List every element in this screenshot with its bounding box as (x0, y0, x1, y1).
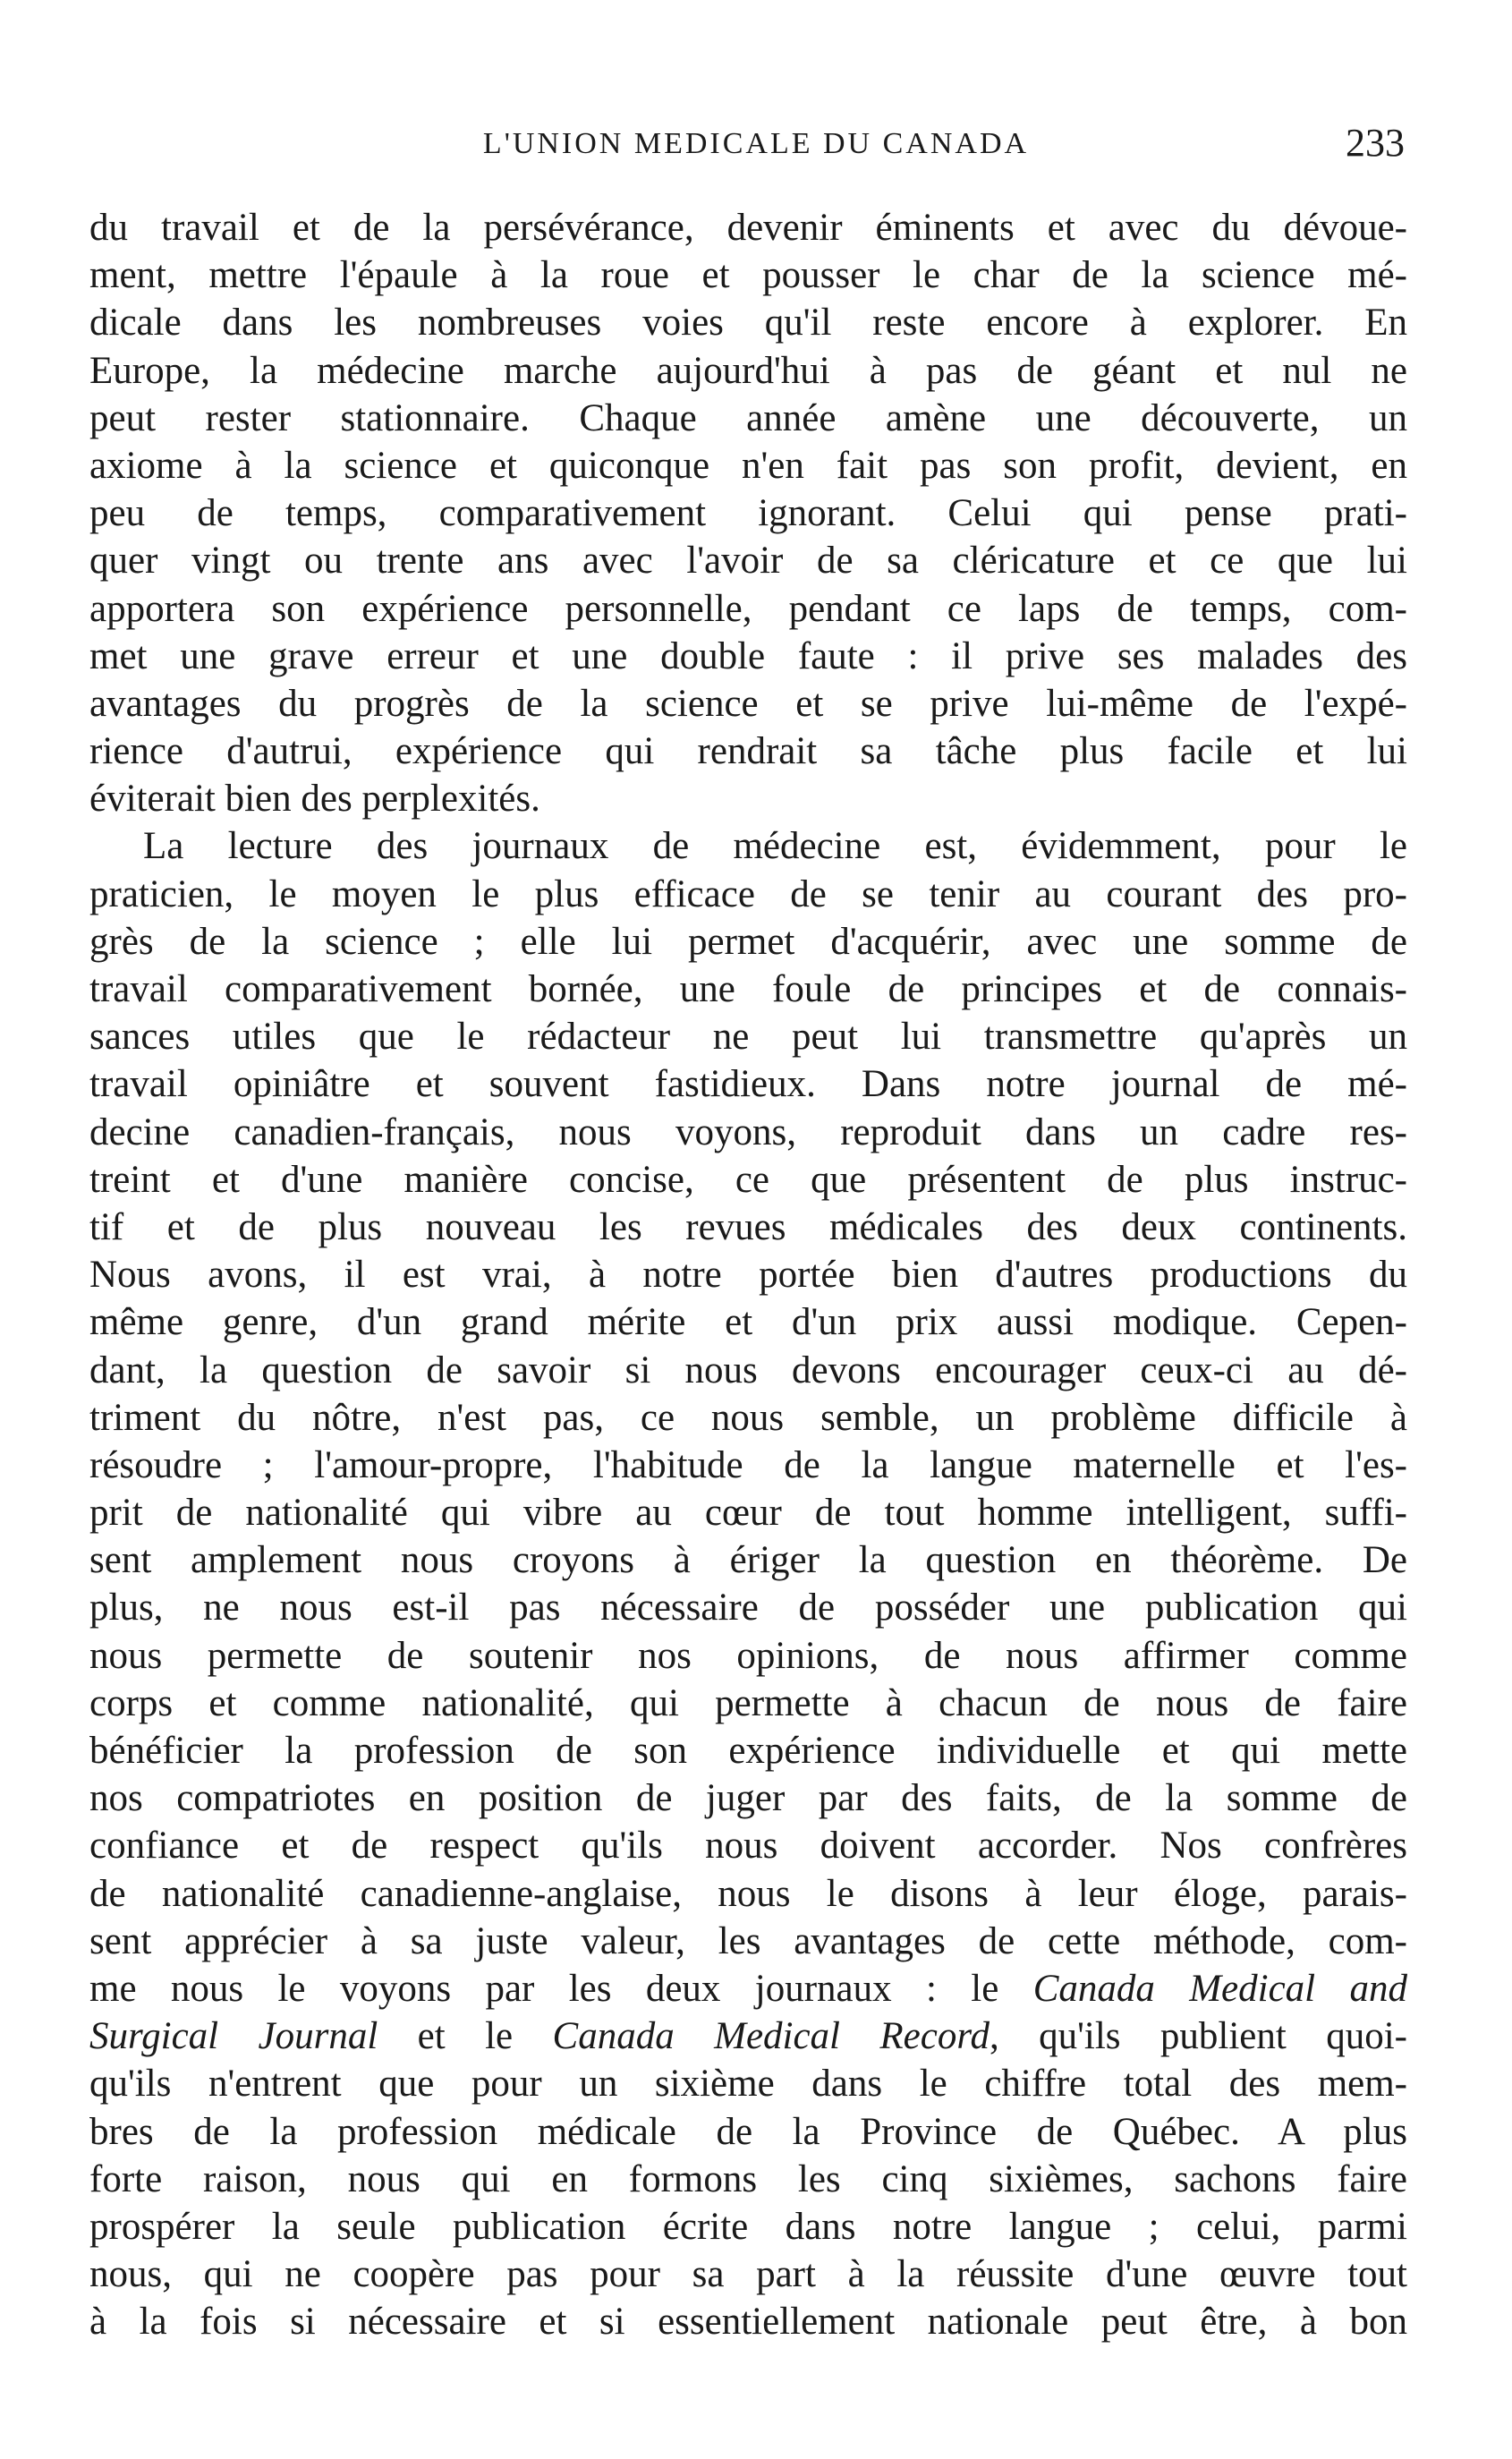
text-line: dicale dans les nombreuses voies qu'il reste encore à explorer. En (89, 302, 1407, 345)
journal-title-italic: Surgical Journal (89, 2015, 378, 2058)
journal-title-italic: Canada Medical and (1032, 1967, 1407, 2010)
text-line: nous permette de soutenir nos opinions, de nous affirmer comme (89, 1634, 1407, 1677)
text-line: met une grave erreur et une double faute : il prive ses malades des (89, 634, 1407, 677)
journal-title-italic: Canada Medical Record (552, 2015, 990, 2058)
text-line: résoudre ; l'amour-propre, l'habitude de la langue maternelle et l'es- (89, 1443, 1407, 1486)
text-segment: me nous le voyons par les deux journaux : le (89, 1967, 1033, 2010)
body-text (89, 204, 1407, 2345)
text-line: du travail et de la persévérance, devenir éminents et avec du dévoue- (89, 207, 1407, 249)
text-line-with-journal-title (89, 1965, 1407, 2012)
text-line: prospérer la seule publication écrite dans notre langue ; celui, parmi (89, 2205, 1407, 2248)
text-line: rience d'autrui, expérience qui rendrait sa tâche plus facile et lui (89, 730, 1407, 773)
text-line: axiome à la science et quiconque n'en fait pas son profit, devient, en (89, 444, 1407, 487)
text-line: sent apprécier à sa juste valeur, les avantages de cette méthode, com- (89, 1919, 1407, 1962)
text-line: La lecture des journaux de médecine est, évidemment, pour le (143, 825, 1407, 868)
text-line: triment du nôtre, n'est pas, ce nous semble, un problème difficile à (89, 1396, 1407, 1439)
text-line: confiance et de respect qu'ils nous doivent accorder. Nos confrères (89, 1825, 1407, 1868)
text-line: travail opiniâtre et souvent fastidieux. Dans notre journal de mé- (89, 1063, 1407, 1106)
text-line: bénéficier la profession de son expérience individuelle et qui mette (89, 1730, 1407, 1772)
text-line: travail comparativement bornée, une foule de principes et de connais- (89, 968, 1407, 1010)
text-line: grès de la science ; elle lui permet d'acquérir, avec une somme de (89, 920, 1407, 963)
paragraph-journals (89, 822, 1407, 2345)
text-line: Nous avons, il est vrai, à notre portée bien d'autres productions du (89, 1254, 1407, 1297)
text-line: peu de temps, comparativement ignorant. Celui qui pense prati- (89, 492, 1407, 535)
running-head (89, 116, 1423, 170)
text-line: dant, la question de savoir si nous devons encourager ceux-ci au dé- (89, 1349, 1407, 1391)
text-line: même genre, d'un grand mérite et d'un prix aussi modique. Cepen- (89, 1301, 1407, 1344)
text-line: bres de la profession médicale de la Province de Québec. A plus (89, 2110, 1407, 2153)
paragraph-continued (89, 204, 1407, 822)
text-line-with-journal-title (89, 2012, 1407, 2060)
text-line: forte raison, nous qui en formons les cinq sixièmes, sachons faire (89, 2157, 1407, 2200)
text-line: sent amplement nous croyons à ériger la question en théorème. De (89, 1539, 1407, 1582)
text-line: de nationalité canadienne-anglaise, nous le disons à leur éloge, parais- (89, 1872, 1407, 1915)
text-line: decine canadien-français, nous voyons, reproduit dans un cadre res- (89, 1110, 1407, 1153)
page-number: 233 (1346, 121, 1405, 165)
running-title: L'UNION MEDICALE DU CANADA (482, 127, 1030, 160)
text-line: éviterait bien des perplexités. (89, 778, 540, 821)
text-line: ment, mettre l'épaule à la roue et pousser le char de la science mé- (89, 254, 1407, 297)
text-line: treint et d'une manière concise, ce que présentent de plus instruc- (89, 1158, 1407, 1201)
text-line: plus, ne nous est-il pas nécessaire de posséder une publication qui (89, 1587, 1407, 1629)
text-line: quer vingt ou trente ans avec l'avoir de sa cléricature et ce que lui (89, 540, 1407, 583)
text-line: prit de nationalité qui vibre au cœur de tout homme intelligent, suffi- (89, 1492, 1407, 1535)
text-line: Europe, la médecine marche aujourd'hui à pas de géant et nul ne (89, 349, 1407, 392)
text-line: tif et de plus nouveau les revues médicales des deux continents. (89, 1205, 1407, 1248)
text-line: à la fois si nécessaire et si essentiellement nationale peut être, à bon (89, 2301, 1407, 2344)
text-line: corps et comme nationalité, qui permette à chacun de nous de faire (89, 1681, 1407, 1724)
text-line: sances utiles que le rédacteur ne peut lui transmettre qu'après un (89, 1016, 1407, 1059)
text-segment: et le (378, 2015, 553, 2058)
text-line: avantages du progrès de la science et se prive lui-même de l'expé- (89, 682, 1407, 725)
text-line: apportera son expérience personnelle, pendant ce laps de temps, com- (89, 587, 1407, 630)
text-line: nos compatriotes en position de juger par des faits, de la somme de (89, 1777, 1407, 1820)
text-line: qu'ils n'entrent que pour un sixième dans le chiffre total des mem- (89, 2063, 1407, 2106)
text-line: praticien, le moyen le plus efficace de se tenir au courant des pro- (89, 872, 1407, 915)
text-segment: , qu'ils publient quoi- (989, 2015, 1407, 2058)
text-line: peut rester stationnaire. Chaque année amène une découverte, un (89, 396, 1407, 439)
text-line: nous, qui ne coopère pas pour sa part à la réussite d'une œuvre tout (89, 2253, 1407, 2296)
